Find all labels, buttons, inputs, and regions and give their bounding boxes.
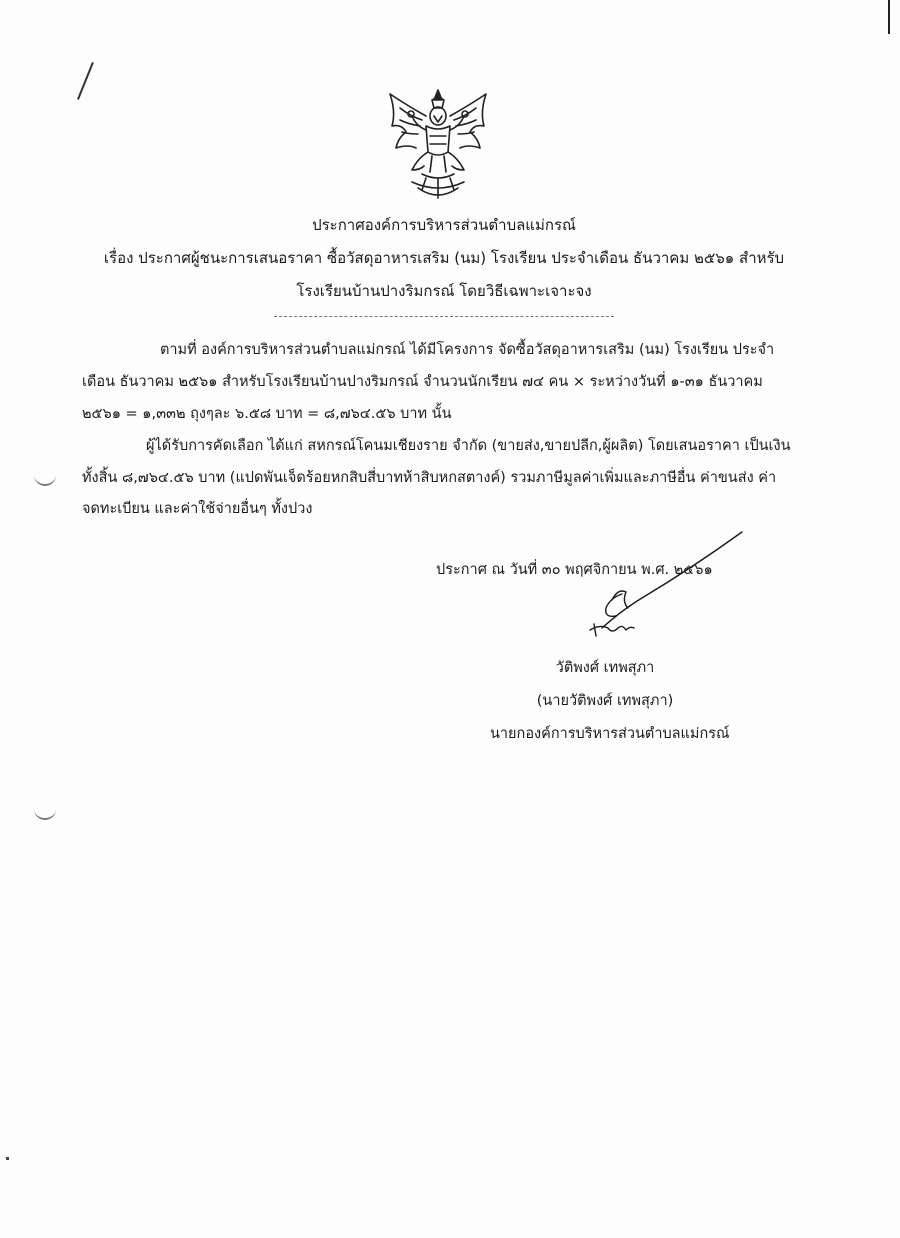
org-title: ประกาศองค์การบริหารส่วนตำบลแม่กรณ์	[312, 216, 576, 234]
paragraph-1-line-1: ตามที่ องค์การบริหารส่วนตำบลแม่กรณ์ ได้มีโครงการ จัดซื้อวัสดุอาหารเสริม (นม) โรงเรียน ประจำ	[160, 342, 775, 358]
announce-date: ประกาศ ณ วันที่ ๓๐ พฤศจิกายน พ.ศ. ๒๕๖๑	[436, 562, 713, 578]
signer-fullname: (นายวัติพงศ์ เทพสุภา)	[536, 693, 674, 709]
scan-edge	[888, 0, 890, 34]
handwritten-signature	[582, 528, 752, 640]
signer-position: นายกองค์การบริหารส่วนตำบลแม่กรณ์	[490, 726, 730, 742]
paragraph-2-line-2: ทั้งสิ้น ๘,๗๖๔.๕๖ บาท (แปดพันเจ็ดร้อยหกสิบสี่บาทห้าสิบหกสตางค์) รวมภาษีมูลค่าเพิ่มและภาษีอื่น ค่าขนส่ง ค่า	[82, 470, 777, 486]
punch-hole	[34, 466, 56, 486]
subject-line-1: เรื่อง ประกาศผู้ชนะการเสนอราคา ซื้อวัสดุอาหารเสริม (นม) โรงเรียน ประจำเดือน ธันวาคม ๒๕๖๑ สำหรับ	[103, 249, 785, 267]
punch-hole	[34, 800, 56, 820]
paragraph-1-line-3: ๒๕๖๑ = ๑,๓๓๒ ถุงๆละ ๖.๕๘ บาท = ๘,๗๖๔.๕๖ บาท นั้น	[82, 406, 452, 422]
paragraph-2-line-3: จดทะเบียน และค่าใช้จ่ายอื่นๆ ทั้งปวง	[82, 501, 313, 517]
garuda-emblem-icon	[382, 86, 494, 204]
signer-name: วัติพงศ์ เทพสุภา	[555, 660, 655, 676]
subject-line-2: โรงเรียนบ้านปางริมกรณ์ โดยวิธีเฉพาะเจาะจง	[296, 282, 592, 300]
paragraph-2-line-1: ผู้ได้รับการคัดเลือก ได้แก่ สหกรณ์โคนมเชียงราย จำกัด (ขายส่ง,ขายปลีก,ผู้ผลิต) โดยเสนอราคา เป็นเงิน	[146, 438, 791, 454]
divider	[274, 316, 614, 317]
paragraph-1-line-2: เดือน ธันวาคม ๒๕๖๑ สำหรับโรงเรียนบ้านปางริมกรณ์ จำนวนนักเรียน ๗๔ คน × ระหว่างวันที่ ๑-๓๑ ธันวาคม	[82, 374, 763, 390]
scan-mark	[77, 62, 94, 100]
scan-dot	[6, 1157, 9, 1160]
